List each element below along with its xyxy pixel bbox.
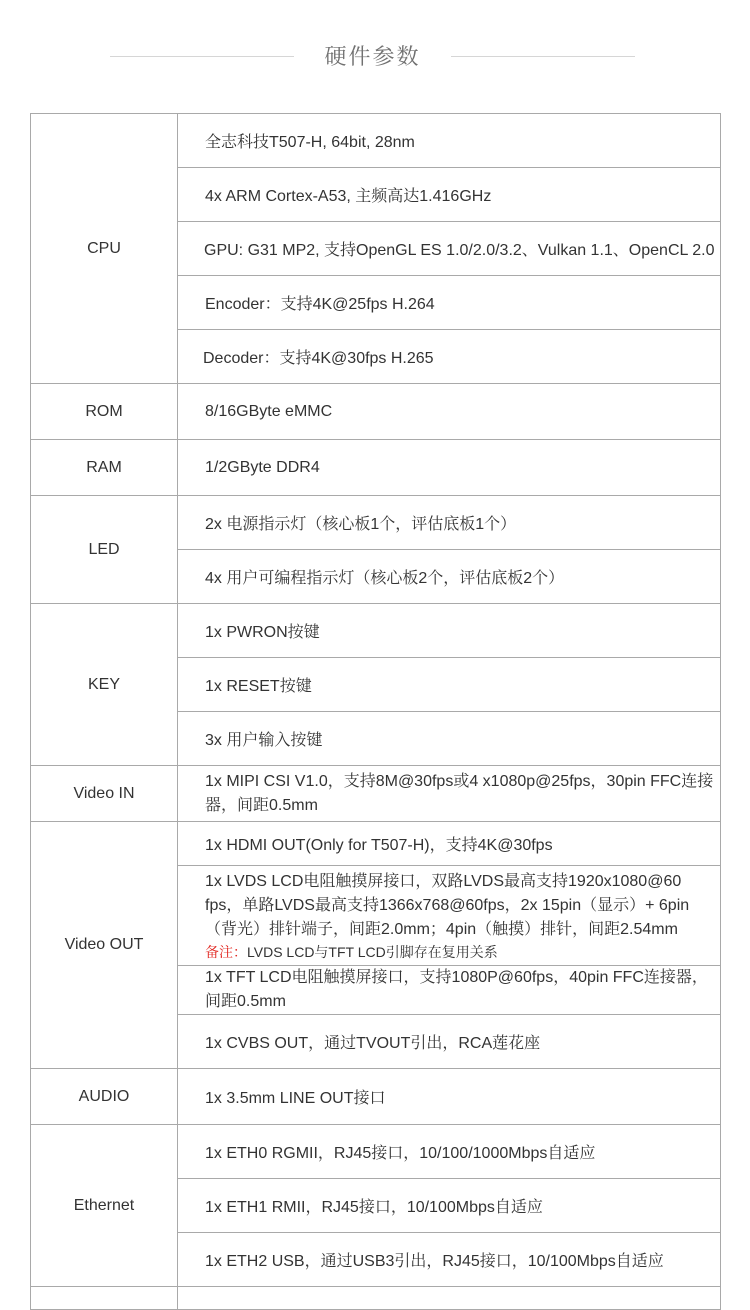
spec-value-with-note xyxy=(178,866,721,966)
spec-value: 3x 用户输入按键 xyxy=(178,712,721,766)
spec-value: 1x RESET按键 xyxy=(178,658,721,712)
note-text: LVDS LCD与TFT LCD引脚存在复用关系 xyxy=(247,943,498,960)
table-row xyxy=(31,114,721,168)
spec-value: 2x 电源指示灯（核心板1个，评估底板1个） xyxy=(178,496,721,550)
table-row xyxy=(31,766,721,822)
header-divider-left xyxy=(110,56,294,57)
category-audio: AUDIO xyxy=(31,1069,178,1125)
category-ram: RAM xyxy=(31,440,178,496)
table-row xyxy=(31,1069,721,1125)
section-header xyxy=(0,0,750,113)
spec-value: 1x ETH1 RMII，RJ45接口，10/100Mbps自适应 xyxy=(178,1179,721,1233)
spec-value: 1x PWRON按键 xyxy=(178,604,721,658)
table-row xyxy=(31,496,721,550)
spec-value: 1x CVBS OUT，通过TVOUT引出，RCA莲花座 xyxy=(178,1015,721,1069)
section-title: 硬件参数 xyxy=(324,44,421,69)
spec-note xyxy=(205,942,718,962)
table-row xyxy=(31,440,721,496)
spec-value: 1x ETH2 USB，通过USB3引出，RJ45接口，10/100Mbps自适应 xyxy=(178,1233,721,1287)
spec-value: Decoder：支持4K@30fps H.265 xyxy=(178,330,721,384)
note-label: 备注： xyxy=(205,943,247,960)
spec-value: GPU: G31 MP2, 支持OpenGL ES 1.0/2.0/3.2、Vulkan 1.1、OpenCL 2.0 xyxy=(178,222,721,276)
spec-value: 4x 用户可编程指示灯（核心板2个，评估底板2个） xyxy=(178,550,721,604)
category-cpu: CPU xyxy=(31,114,178,384)
table-row xyxy=(31,822,721,866)
spec-value: Encoder：支持4K@25fps H.264 xyxy=(178,276,721,330)
category-led: LED xyxy=(31,496,178,604)
category-rom: ROM xyxy=(31,384,178,440)
spec-value: 1x MIPI CSI V1.0，支持8M@30fps或4 x1080p@25fps，30pin FFC连接器，间距0.5mm xyxy=(178,766,721,822)
spec-value: 1/2GByte DDR4 xyxy=(178,440,721,496)
spec-value: 1x ETH0 RGMII，RJ45接口，10/100/1000Mbps自适应 xyxy=(178,1125,721,1179)
table-row xyxy=(31,1125,721,1179)
category-video-out: Video OUT xyxy=(31,822,178,1069)
spec-value: 1x LVDS LCD电阻触摸屏接口，双路LVDS最高支持1920x1080@60 fps，单路LVDS最高支持1366x768@60fps，2x 15pin（显示）+ 6pin（背光）排针端子，间距2.0mm；4pin（触摸）排针，间距2.54mm xyxy=(205,872,690,938)
category-key: KEY xyxy=(31,604,178,766)
hardware-specs-table xyxy=(30,113,721,1310)
spec-value: 全志科技T507-H, 64bit, 28nm xyxy=(178,114,721,168)
category-video-in: Video IN xyxy=(31,766,178,822)
category-ethernet: Ethernet xyxy=(31,1125,178,1287)
spec-value: 4x ARM Cortex-A53, 主频高达1.416GHz xyxy=(178,168,721,222)
spec-value: 1x 3.5mm LINE OUT接口 xyxy=(178,1069,721,1125)
table-row xyxy=(31,604,721,658)
spec-value: 8/16GByte eMMC xyxy=(178,384,721,440)
spec-value: 1x HDMI OUT(Only for T507-H)，支持4K@30fps xyxy=(178,822,721,866)
spec-value: 1x TFT LCD电阻触摸屏接口，支持1080P@60fps，40pin FFC连接器，间距0.5mm xyxy=(178,966,721,1015)
table-row xyxy=(31,384,721,440)
header-divider-right xyxy=(451,56,635,57)
